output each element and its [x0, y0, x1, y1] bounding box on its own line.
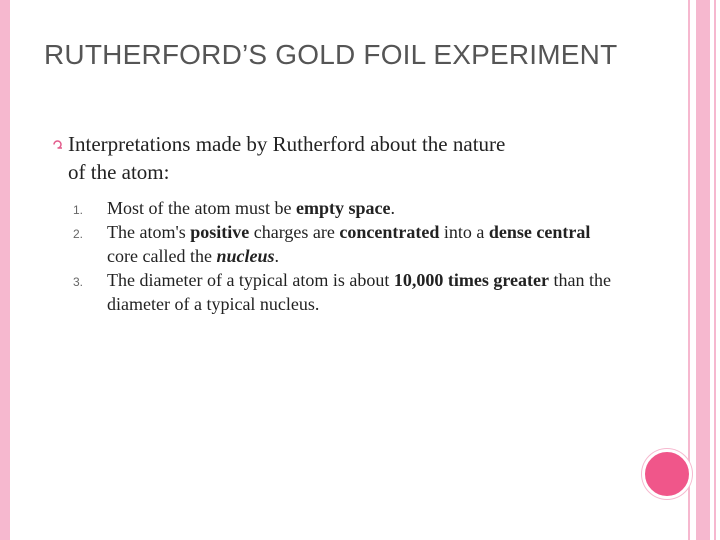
list-item — [64, 196, 624, 220]
bullet-text-line-2: of the atom: — [68, 160, 170, 184]
list-item-text: charges are — [249, 222, 340, 242]
list-item — [64, 268, 624, 316]
list-item-text: positive — [190, 222, 250, 242]
list-item-number: 1. — [73, 203, 84, 217]
list-item-text: The diameter of a typical atom is about — [107, 270, 394, 290]
bullet-paragraph — [68, 130, 628, 186]
right-border-line — [714, 0, 716, 540]
list-item-text: . — [390, 198, 395, 218]
list-item-number: 2. — [73, 227, 84, 241]
list-item-text: concentrated — [339, 222, 440, 242]
list-item-text: empty space — [295, 198, 391, 218]
list-item-text: than the diameter of a typical nucleus. — [107, 270, 611, 314]
list-item-number: 3. — [73, 275, 84, 289]
numbered-list — [64, 196, 624, 316]
list-item-text: . — [274, 246, 279, 266]
bullet-text-line-1: Interpretations made by Rutherford about the nature — [68, 132, 506, 156]
rounded-bullet-icon — [52, 140, 63, 149]
list-item-text: nucleus — [216, 246, 275, 266]
list-item-text: Most of the atom must be — [107, 198, 296, 218]
slide-title: RUTHERFORD’S GOLD FOIL EXPERIMENT — [44, 39, 618, 70]
left-border-bar — [0, 0, 10, 540]
list-item — [64, 220, 624, 268]
right-border-line — [688, 0, 690, 540]
right-border-bar — [696, 0, 710, 540]
list-item-text: 10,000 times greater — [393, 270, 550, 290]
list-item-text: The atom's — [107, 222, 191, 242]
decorative-circle — [642, 449, 692, 499]
list-item-text: into a — [439, 222, 489, 242]
list-item-text: core called the — [107, 246, 217, 266]
list-item-text: dense central — [488, 222, 591, 242]
